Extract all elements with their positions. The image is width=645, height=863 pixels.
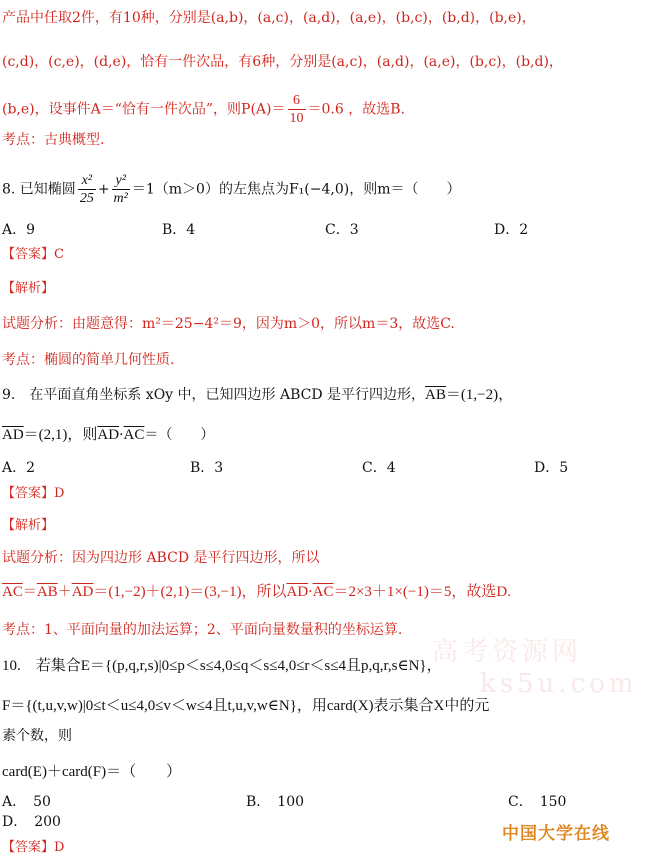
- q8-analysis: 试题分析：由题意得：m²＝25−4²＝9，因为m＞0，所以m＝3，故选C.: [2, 316, 455, 332]
- brand-logo: 中国大学在线: [502, 824, 610, 844]
- q9-analysis-dot: ·: [308, 584, 313, 600]
- q9-stem-1-text: 9. 在平面直角坐标系 xOy 中，已知四边形 ABCD 是平行四边形，: [2, 387, 426, 403]
- q9-vector-ab: $\overline{AB}$: [425, 387, 446, 403]
- q9-option-a: A．2: [2, 460, 36, 476]
- q7-fraction: [288, 92, 306, 127]
- q7-line-1: 产品中任取2件，有10种，分别是(a,b)，(a,c)，(a,d)，(a,e)，(b,c)，(b,d)，(b,e)，: [2, 10, 536, 26]
- q10-option-c: C． 150: [508, 794, 567, 810]
- q9-stem-2-tail: ＝（ ）: [144, 427, 215, 443]
- q9-stem-line-1: [2, 385, 513, 405]
- q8-kaodian: 考点：椭圆的简单几何性质.: [2, 352, 175, 368]
- q10-stem-line-3: 素个数，则: [2, 728, 72, 744]
- q9-analysis-tag: 【解析】: [2, 518, 55, 533]
- q8-option-a: A．9: [2, 222, 36, 238]
- q9-analysis-vector-ac: $\overline{AC}$: [2, 584, 23, 600]
- q7-kaodian: 考点：古典概型.: [2, 132, 105, 148]
- q8-stem-tail: ＝1（m＞0）的左焦点为F₁(−4,0)，则m＝（ ）: [131, 181, 461, 198]
- q9-option-d: D．5: [534, 460, 569, 476]
- q8-fraction-x: [78, 172, 96, 207]
- q10-option-a: A． 50: [2, 794, 51, 810]
- q9-stem-1-tail: ＝(1,−2)，: [445, 387, 514, 403]
- q10-answer: 【答案】D: [2, 840, 65, 855]
- q10-stem-line-4: card(E)＋card(F)＝（ ）: [2, 764, 182, 780]
- q8-option-d: D．2: [494, 222, 529, 238]
- q8-option-c: C．3: [325, 222, 359, 238]
- q9-analysis-vector-ad-2: $\overline{AD}$: [286, 584, 309, 600]
- q9-analysis-line-1: 试题分析：因为四边形 ABCD 是平行四边形，所以: [2, 550, 320, 566]
- q9-analysis-eq: ＝: [22, 584, 37, 600]
- q10-stem-line-2: F＝{(t,u,v,w)|0≤t＜u≤4,0≤v＜w≤4且t,u,v,w∈N}，用card(X)表示集合X中的元: [2, 698, 490, 714]
- q7-line-3-tail: ＝0.6 ，故选B.: [307, 101, 405, 118]
- q8-fraction-x-denominator: 25: [79, 191, 94, 206]
- q9-stem-2-text: ＝(2,1)，则: [23, 427, 98, 443]
- q9-dot: ·: [119, 427, 124, 443]
- q8-option-b: B．4: [162, 222, 196, 238]
- q8-fraction-y: [112, 172, 130, 207]
- watermark: [432, 636, 642, 700]
- q9-option-b: B．3: [190, 460, 224, 476]
- q9-vector-ad-2: $\overline{AD}$: [97, 427, 120, 443]
- q7-line-2: (c,d)，(c,e)，(d,e)，恰有一件次品，有6种，分别是(a,c)，(a,d)，(a,e)，(b,c)，(b,d)，: [2, 54, 563, 70]
- q9-analysis-vector-ac-2: $\overline{AC}$: [312, 584, 334, 600]
- q10-option-b: B． 100: [246, 794, 305, 810]
- q8-fraction-y-denominator: m²: [113, 191, 128, 206]
- q10-stem-line-1: 10. 若集合E＝{(p,q,r,s)|0≤p＜s≤4,0≤q＜s≤4,0≤r＜s≤4且p,q,r,s∈N}，: [2, 658, 442, 674]
- q8-answer: 【答案】C: [2, 247, 64, 262]
- q8-fraction-x-numerator: x²: [78, 172, 96, 190]
- q8-analysis-tag: 【解析】: [2, 281, 55, 296]
- q9-vector-ac: $\overline{AC}$: [123, 427, 145, 443]
- q9-vector-ad: $\overline{AD}$: [2, 427, 24, 443]
- q10-option-d: D． 200: [2, 814, 61, 830]
- q8-stem-lead: 8. 已知椭圆: [2, 181, 76, 198]
- q9-stem-line-2: [2, 425, 214, 445]
- q9-analysis-mid: ＝(1,−2)＋(2,1)＝(3,−1)，所以: [93, 584, 287, 600]
- q9-analysis-end: ＝2×3＋1×(−1)＝5，故选D.: [333, 584, 511, 600]
- q8-stem: [2, 172, 460, 207]
- q9-analysis-vector-ab: $\overline{AB}$: [36, 584, 58, 600]
- q9-analysis-line-2: [2, 582, 511, 602]
- q7-line-3: [2, 92, 405, 127]
- q8-fraction-y-numerator: y²: [112, 172, 130, 190]
- q9-kaodian: 考点：1、平面向量的加法运算；2、平面向量数量积的坐标运算.: [2, 622, 403, 638]
- q7-fraction-numerator: 6: [288, 92, 306, 110]
- q9-answer: 【答案】D: [2, 486, 65, 501]
- q9-option-c: C．4: [362, 460, 396, 476]
- q7-line-3-text: (b,e)，设事件A＝“恰有一件次品”，则P(A)＝: [2, 101, 286, 118]
- q7-fraction-denominator: 10: [289, 111, 304, 126]
- watermark-line-2: ks5u.com: [480, 669, 638, 699]
- q9-analysis-plus: ＋: [57, 584, 72, 600]
- watermark-line-1: 高考资源网: [432, 637, 583, 667]
- q8-plus: +: [97, 181, 110, 198]
- q9-analysis-vector-ad: $\overline{AD}$: [71, 584, 94, 600]
